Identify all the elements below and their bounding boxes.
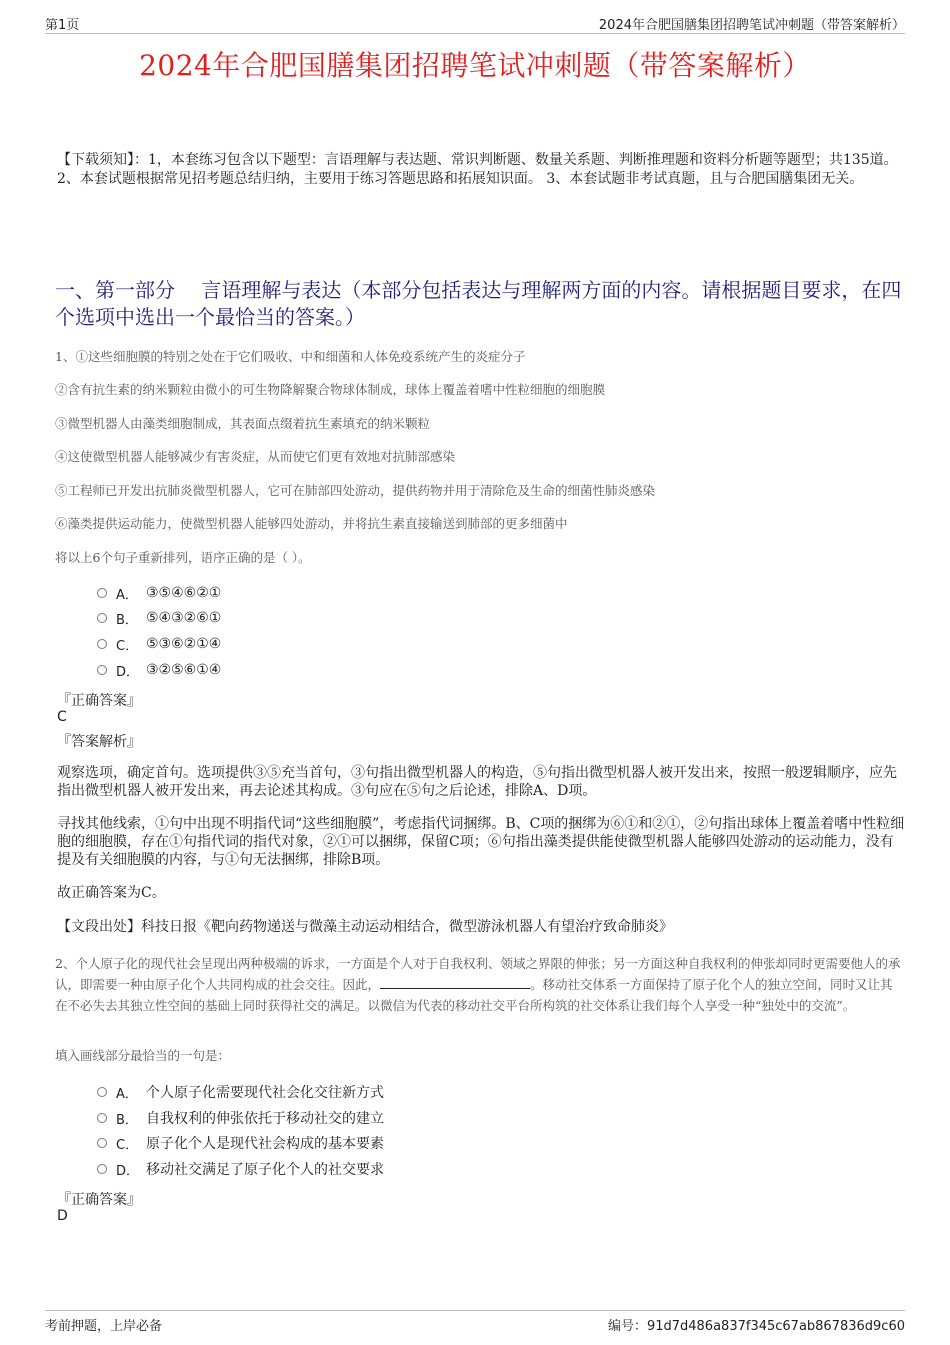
q1-analysis-paragraph: 寻找其他线索，①句中出现不明指代词“这些细胞膜”，考虑指代词捆绑。B、C项的捆绑为⑥①和②①，②句指出球体上覆盖着嗜中性粒细胞的细胞膜，存在①句指代词的指代对象，②①可以捆绑，保留C项；⑥句指出藻类提供能使微型机器人能够四处游动的运动能力，没有提及有关细胞膜的内容，与①句无法捆绑，排除B项。 [57,816,905,868]
q1-sentence-4: ④这使微型机器人能够减少有害炎症，从而使它们更有效地对抗肺部感染 [55,449,456,464]
q1-source: 【文段出处】科技日报《靶向药物递送与微藻主动运动相结合，微型游泳机器人有望治疗致命肺炎》 [57,919,673,935]
section-heading: 一、第一部分 言语理解与表达（本部分包括表达与理解两方面的内容。请根据题目要求，在四个选项中选出一个最恰当的答案。） [55,278,902,329]
radio-icon[interactable] [97,1164,107,1174]
q2-option-c[interactable]: C． 原子化个人是现代社会构成的基本要素 [97,1133,384,1153]
q2-answer-label: 『正确答案』 [57,1192,141,1208]
q1-sentence-1: 1、①这些细胞膜的特别之处在于它们吸收、中和细菌和人体免疫系统产生的炎症分子 [55,349,526,364]
page-number: 第1页 [45,18,80,33]
footer-serial: 编号：91d7d486a837f345c67ab867836d9c60 [607,1319,905,1334]
q1-analysis-label: 『答案解析』 [57,734,141,750]
q1-analysis-paragraph: 观察选项，确定首句。选项提供③⑤充当首句，③句指出微型机器人的构造，⑤句指出微型机器人被开发出来，按照一般逻辑顺序，应先指出微型机器人被开发出来，再去论述其构成。③句应在⑤句之后论述，排除A、D项。 [57,765,897,799]
radio-icon[interactable] [97,665,107,675]
q2-answer: D [57,1208,68,1224]
footer-slogan: 考前押题，上岸必备 [45,1319,163,1334]
q1-analysis-paragraph: 故正确答案为C。 [57,885,166,901]
q1-prompt: 将以上6个句子重新排列，语序正确的是（ ）。 [55,550,311,565]
q2-option-a[interactable]: A． 个人原子化需要现代社会化交往新方式 [97,1082,384,1102]
radio-icon[interactable] [97,588,107,598]
radio-icon[interactable] [97,613,107,623]
page-title: 2024年合肥国膳集团招聘笔试冲刺题（带答案解析） [139,49,811,82]
q1-sentence-2: ②含有抗生素的纳米颗粒由微小的可生物降解聚合物球体制成，球体上覆盖着嗜中性粒细胞的细胞膜 [55,382,606,397]
q2-prompt: 填入画线部分最恰当的一句是： [55,1048,231,1063]
q1-sentence-6: ⑥藻类提供运动能力，使微型机器人能够四处游动，并将抗生素直接输送到肺部的更多细菌中 [55,516,568,531]
header-doc-title: 2024年合肥国膳集团招聘笔试冲刺题（带答案解析） [598,18,905,33]
radio-icon[interactable] [97,1138,107,1148]
q1-option-d[interactable]: D． ③②⑤⑥①④ [97,660,221,680]
radio-icon[interactable] [97,1087,107,1097]
q1-sentence-5: ⑤工程师已开发出抗肺炎微型机器人，它可在肺部四处游动，提供药物并用于清除危及生命的细菌性肺炎感染 [55,483,656,498]
radio-icon[interactable] [97,1113,107,1123]
q2-option-b[interactable]: B． 自我权利的伸张依托于移动社交的建立 [97,1108,384,1128]
download-notice: 【下载须知】：1，本套练习包含以下题型：言语理解与表达题、常识判断题、数量关系题、判断推理题和资料分析题等题型；共135道。 2、本套试题根据常见招考题总结归纳，主要用于练习答题思路和拓展知识面。 3、本套试题非考试真题，且与合肥国膳集团无关。 [57,152,898,187]
radio-icon[interactable] [97,639,107,649]
q2-passage: 2、个人原子化的现代社会呈现出两种极端的诉求，一方面是个人对于自我权利、领域之界限的伸张；另一方面这种自我权利的伸张却同时更需要他人的承认，即需要一种由原子化个人共同构成的社会交往。因此， 。移动社交体系一方面保持了原子化个人的独立空间，同时又让其在不必失去其独立性空间的基础上同时获得社交的满足。以微信为代表的移动社交平台所构筑的社交体系让我们每个人享受一种“独处中的交流”。 [55,956,901,1013]
q1-option-a[interactable]: A． ③⑤④⑥②① [97,583,221,603]
q1-option-b[interactable]: B． ⑤④③②⑥① [97,608,221,628]
q1-sentence-3: ③微型机器人由藻类细胞制成，其表面点缀着抗生素填充的纳米颗粒 [55,416,431,431]
q1-option-c[interactable]: C． ⑤③⑥②①④ [97,634,221,654]
footer-rule [45,1310,905,1311]
q1-answer: C [57,709,67,725]
header-rule [45,33,905,34]
fill-blank [380,976,530,989]
q2-option-d[interactable]: D． 移动社交满足了原子化个人的社交要求 [97,1159,384,1179]
q1-answer-label: 『正确答案』 [57,693,141,709]
